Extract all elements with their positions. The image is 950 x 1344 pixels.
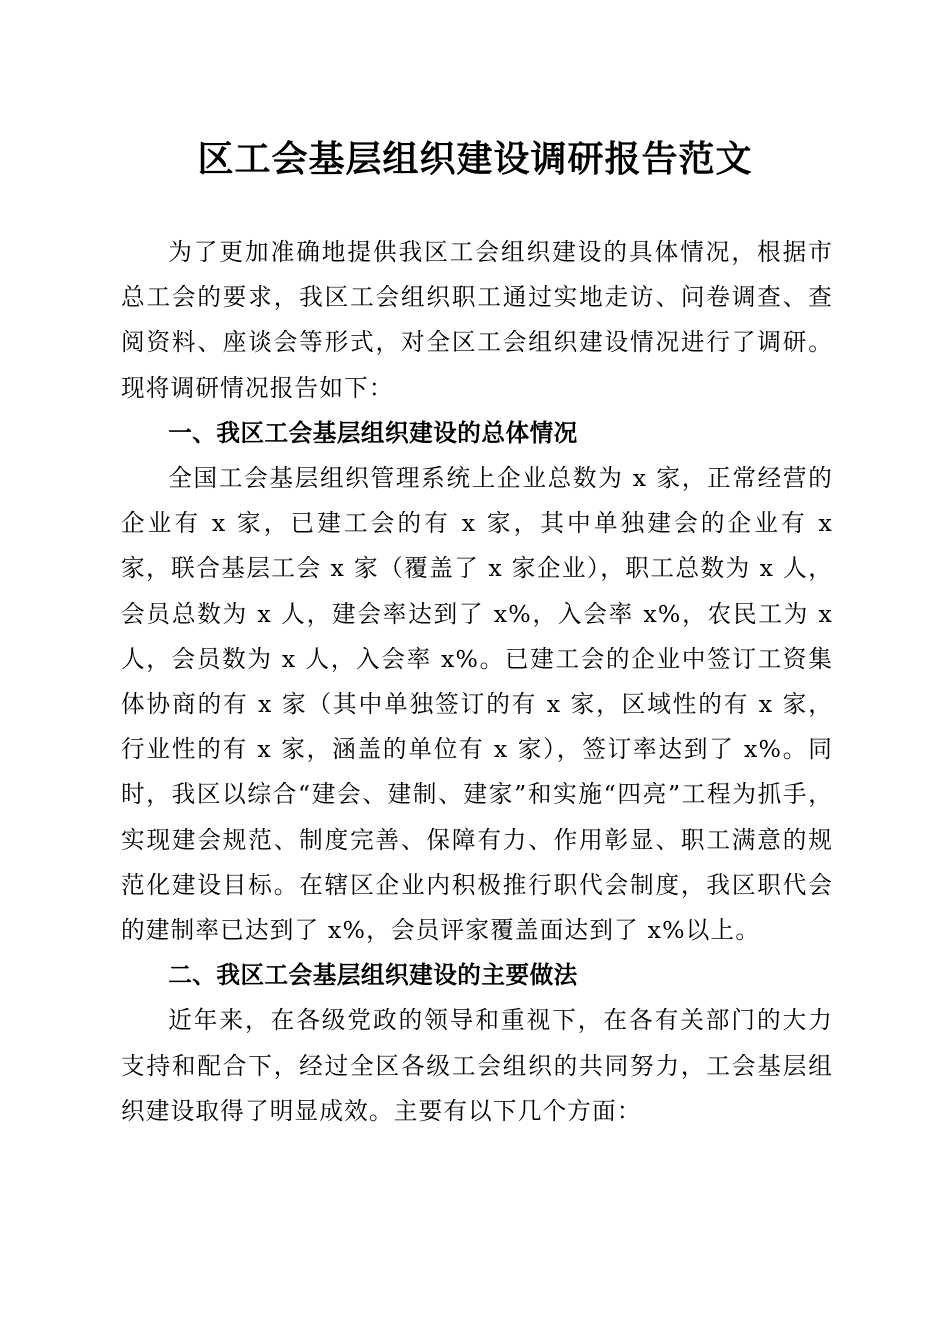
document-title: 区工会基层组织建设调研报告范文 [197,138,753,180]
section-1-heading: 一、我区工会基层组织建设的总体情况 [168,418,578,447]
document-body [121,230,833,1134]
intro-paragraph: 为了更加准确地提供我区工会组织建设的具体情况，根据市总工会的要求，我区工会组织职工通过实地走访、问卷调查、查阅资料、座谈会等形式，对全区工会组织建设情况进行了调研。现将调研情况报告如下： [121,238,833,402]
section-1-paragraph: 全国工会基层组织管理系统上企业总数为 x 家，正常经营的企业有 x 家，已建工会的有 x 家，其中单独建会的企业有 x 家，联合基层工会 x 家（覆盖了 x 家企业），职工总数为 x 人，会员总数为 x 人，建会率达到了 x%，入会率 x%，农民工为 x 人，会员数为 x 人，入会率 x%。已建工会的企业中签订工资集体协商的有 x 家（其中单独签订的有 x 家，区域性的有 x 家，行业性的有 x 家，涵盖的单位有 x 家），签订率达到了 x%。同时，我区以综合“建会、建制、建家”和实施“四亮”工程为抓手，实现建会规范、制度完善、保障有力、作用彰显、职工满意的规范化建设目标。在辖区企业内积极推行职代会制度，我区职代会的建制率已达到了 x%，会员评家覆盖面达到了 x%以上。 [121,464,833,945]
section-2-paragraph: 近年来，在各级党政的领导和重视下，在各有关部门的大力支持和配合下，经过全区各级工会组织的共同努力，工会基层组织建设取得了明显成效。主要有以下几个方面： [121,1006,833,1125]
section-2-heading: 二、我区工会基层组织建设的主要做法 [168,961,578,990]
